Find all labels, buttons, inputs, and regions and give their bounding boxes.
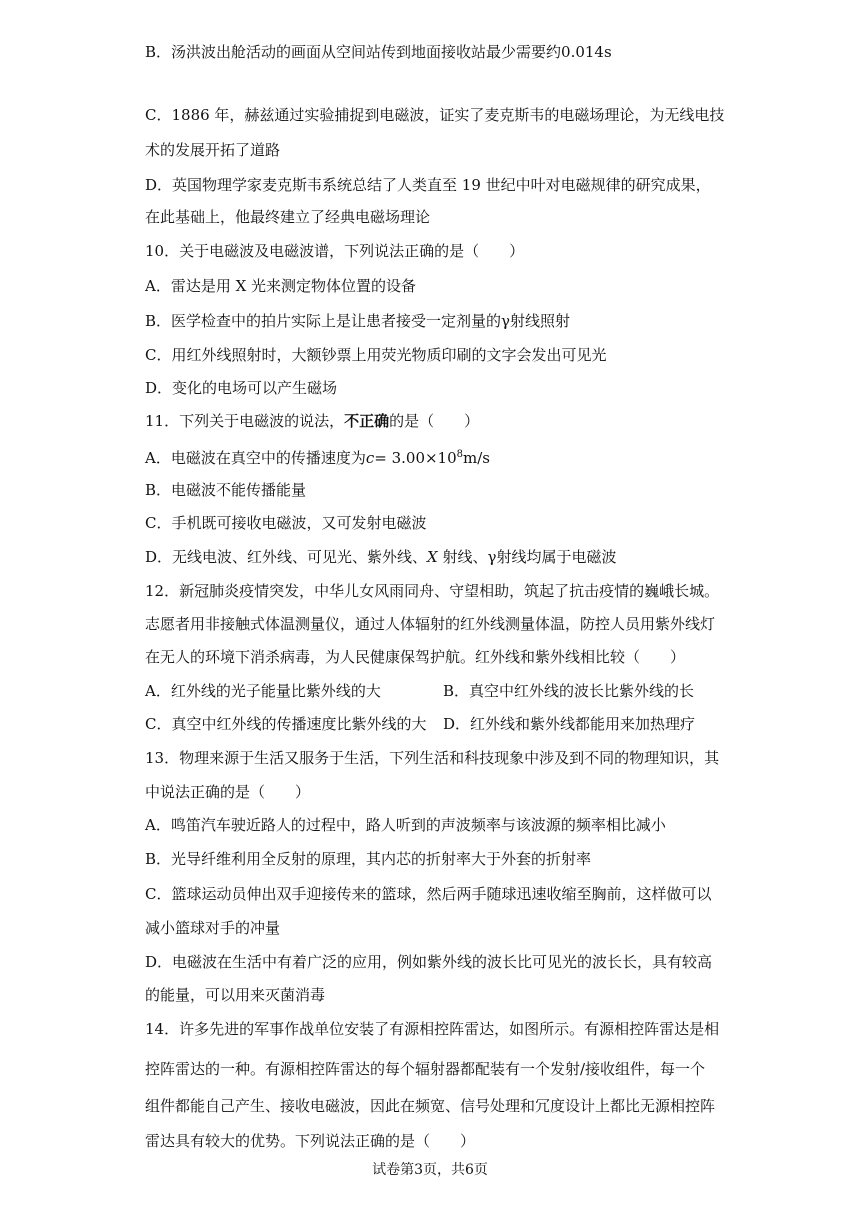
q11-option-c: C．手机既可接收电磁波，又可发射电磁波 <box>145 514 427 532</box>
q13-option-c-line1: C．篮球运动员伸出双手迎接传来的篮球，然后两手随球迅速收缩至胸前，这样做可以 <box>145 885 712 903</box>
q11-option-a <box>145 445 490 468</box>
q14-stem-line3: 组件都能自己产生、接收电磁波，因此在频宽、信号处理和冗度设计上都比无源相控阵 <box>145 1097 716 1115</box>
q11-option-a-unit: m/s <box>463 449 490 467</box>
q13-option-d-line1: D．电磁波在生活中有着广泛的应用，例如紫外线的波长比可见光的波长长，具有较高 <box>145 953 713 971</box>
q12-option-d: D．红外线和紫外线都能用来加热理疗 <box>443 715 696 733</box>
q11-option-a-text: A．电磁波在真空中的传播速度为 <box>145 449 366 467</box>
q13-stem-line1: 13．物理来源于生活又服务于生活，下列生活和科技现象中涉及到不同的物理知识，其 <box>145 749 720 767</box>
q13-stem-line2: 中说法正确的是（ ） <box>145 783 311 801</box>
q13-option-b: B．光导纤维利用全反射的原理，其内芯的折射率大于外套的折射率 <box>145 850 592 868</box>
q11-option-d-symbol: X <box>427 548 438 566</box>
q12-stem-line1: 12．新冠肺炎疫情突发，中华儿女风雨同舟、守望相助，筑起了抗击疫情的巍峨长城。 <box>145 582 720 600</box>
q11-option-d <box>145 547 616 567</box>
q11-option-a-symbol: c <box>365 449 375 467</box>
q11-option-a-value: = 3.00×10 <box>374 449 457 467</box>
q9-option-c-line2: 术的发展开拓了道路 <box>145 141 281 159</box>
q14-stem-line2: 控阵雷达的一种。有源相控阵雷达的每个辐射器都配装有一个发射/接收组件，每一个 <box>145 1060 706 1078</box>
q10-option-c: C．用红外线照射时，大额钞票上用荧光物质印刷的文字会发出可见光 <box>145 346 607 364</box>
q11-option-b: B．电磁波不能传播能量 <box>145 481 307 499</box>
q12-stem-line2: 志愿者用非接触式体温测量仪，通过人体辐射的红外线测量体温，防控人员用紫外线灯 <box>145 615 716 633</box>
q11-stem-tail: 的是（ ） <box>389 412 480 430</box>
q10-option-a: A．雷达是用 X 光来测定物体位置的设备 <box>145 277 417 295</box>
q12-option-c: C．真空中红外线的传播速度比紫外线的大 <box>145 715 427 733</box>
q13-option-c-line2: 减小篮球对手的冲量 <box>145 919 281 937</box>
q14-stem-line4: 雷达具有较大的优势。下列说法正确的是（ ） <box>145 1132 476 1150</box>
q9-option-c-line1: C．1886 年，赫兹通过实验捕捉到电磁波，证实了麦克斯韦的电磁场理论，为无线电技 <box>145 106 725 124</box>
q9-option-d-line2: 在此基础上，他最终建立了经典电磁场理论 <box>145 208 431 226</box>
q11-stem-text: 11．下列关于电磁波的说法， <box>145 412 345 430</box>
q9-option-d-line1: D．英国物理学家麦克斯韦系统总结了人类直至 19 世纪中叶对电磁规律的研究成果， <box>145 176 711 194</box>
q12-option-b: B．真空中红外线的波长比紫外线的长 <box>443 682 695 700</box>
q10-option-b: B．医学检查中的拍片实际上是让患者接受一定剂量的γ射线照射 <box>145 312 570 330</box>
q11-stem <box>145 411 479 431</box>
q10-stem: 10．关于电磁波及电磁波谱，下列说法正确的是（ ） <box>145 242 525 260</box>
q13-option-d-line2: 的能量，可以用来灭菌消毒 <box>145 986 326 1004</box>
q12-option-a: A．红外线的光子能量比紫外线的大 <box>145 682 381 700</box>
q9-option-b: B．汤洪波出舱活动的画面从空间站传到地面接收站最少需要约0.014s <box>145 43 612 61</box>
q11-option-a-exponent: 8 <box>456 449 464 460</box>
q11-option-d-tail: 射线、γ射线均属于电磁波 <box>437 548 617 566</box>
q14-stem-line1: 14．许多先进的军事作战单位安装了有源相控阵雷达，如图所示。有源相控阵雷达是相 <box>145 1020 720 1038</box>
q10-option-d: D．变化的电场可以产生磁场 <box>145 379 338 397</box>
page-footer: 试卷第3页，共6页 <box>372 1162 488 1178</box>
q13-option-a: A．鸣笛汽车驶近路人的过程中，路人听到的声波频率与该波源的频率相比减小 <box>145 816 666 834</box>
q12-stem-line3: 在无人的环境下消杀病毒，为人民健康保驾护航。红外线和紫外线相比较（ ） <box>145 648 686 666</box>
q11-option-d-text: D．无线电波、红外线、可见光、紫外线、 <box>145 548 428 566</box>
q11-stem-emphasis: 不正确 <box>344 412 390 430</box>
